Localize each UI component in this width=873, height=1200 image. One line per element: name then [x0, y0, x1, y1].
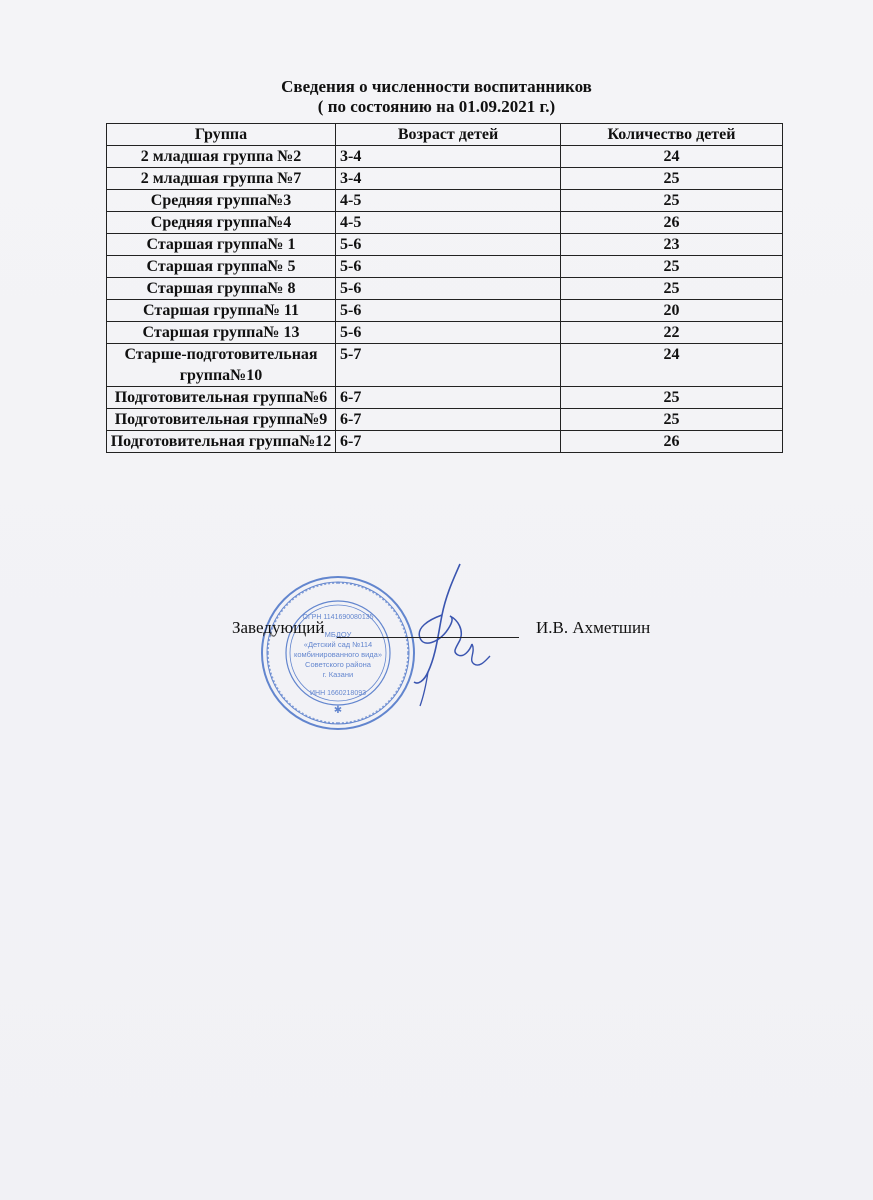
cell-group: Подготовительная группа№12 — [107, 431, 336, 453]
cell-age: 5-6 — [336, 256, 561, 278]
cell-age: 5-7 — [336, 344, 561, 387]
cell-count: 22 — [561, 322, 783, 344]
signatory-name: И.В. Ахметшин — [536, 618, 651, 637]
cell-group: Старшая группа№ 5 — [107, 256, 336, 278]
header-age: Возраст детей — [336, 124, 561, 146]
table-row — [107, 387, 783, 409]
table-row — [107, 300, 783, 322]
stamp-line: г. Казани — [322, 670, 354, 679]
cell-group: Средняя группа№4 — [107, 212, 336, 234]
official-stamp — [258, 573, 418, 733]
stamp-line: Советского района — [305, 660, 371, 669]
cell-count: 25 — [561, 387, 783, 409]
stamp-ogrn: ОГРН 1141690080135 — [302, 614, 374, 621]
cell-age: 3-4 — [336, 146, 561, 168]
header-group: Группа — [107, 124, 336, 146]
cell-count: 26 — [561, 212, 783, 234]
document-subtitle: ( по состоянию на 01.09.2021 г.) — [317, 97, 556, 116]
handwritten-signature — [398, 560, 508, 710]
cell-age: 5-6 — [336, 300, 561, 322]
cell-group: Старшая группа№ 11 — [107, 300, 336, 322]
table-row — [107, 234, 783, 256]
cell-count: 26 — [561, 431, 783, 453]
cell-group: 2 младшая группа №2 — [107, 146, 336, 168]
stamp-star-icon: ✱ — [333, 705, 343, 716]
header-count: Количество детей — [561, 124, 783, 146]
cell-count: 25 — [561, 190, 783, 212]
cell-count: 25 — [561, 256, 783, 278]
stamp-inn: ИНН 1660218093 — [309, 690, 367, 697]
signatory-role: Заведующий — [232, 618, 325, 637]
cell-age: 4-5 — [336, 212, 561, 234]
table-row — [107, 322, 783, 344]
cell-age: 6-7 — [336, 431, 561, 453]
table-row — [107, 168, 783, 190]
cell-count: 24 — [561, 146, 783, 168]
table-row — [107, 256, 783, 278]
document-title: Сведения о численности воспитанников — [281, 77, 592, 96]
stamp-line: комбинированного вида» — [293, 650, 383, 659]
cell-group: Старше-подготовительная группа№10 — [107, 344, 336, 387]
cell-age: 6-7 — [336, 409, 561, 431]
table-row — [107, 278, 783, 300]
cell-group: Старшая группа№ 1 — [107, 234, 336, 256]
cell-group: Старшая группа№ 8 — [107, 278, 336, 300]
cell-age: 5-6 — [336, 322, 561, 344]
cell-age: 5-6 — [336, 234, 561, 256]
table-row — [107, 146, 783, 168]
table-row — [107, 190, 783, 212]
cell-count: 24 — [561, 344, 783, 387]
cell-count: 25 — [561, 409, 783, 431]
cell-group: Средняя группа№3 — [107, 190, 336, 212]
table-row — [107, 344, 783, 387]
cell-age: 3-4 — [336, 168, 561, 190]
stamp-line: МБДОУ — [324, 630, 352, 639]
cell-group: Подготовительная группа№6 — [107, 387, 336, 409]
cell-age: 5-6 — [336, 278, 561, 300]
cell-group: 2 младшая группа №7 — [107, 168, 336, 190]
cell-count: 25 — [561, 168, 783, 190]
table-row — [107, 431, 783, 453]
signature-line — [337, 637, 519, 638]
cell-group: Старшая группа№ 13 — [107, 322, 336, 344]
cell-count: 25 — [561, 278, 783, 300]
cell-count: 23 — [561, 234, 783, 256]
cell-count: 20 — [561, 300, 783, 322]
table-row — [107, 409, 783, 431]
table-row — [107, 212, 783, 234]
cell-age: 6-7 — [336, 387, 561, 409]
cell-age: 4-5 — [336, 190, 561, 212]
table-header-row — [107, 124, 783, 146]
groups-table — [106, 123, 783, 453]
stamp-line: «Детский сад №114 — [303, 640, 373, 649]
cell-group: Подготовительная группа№9 — [107, 409, 336, 431]
